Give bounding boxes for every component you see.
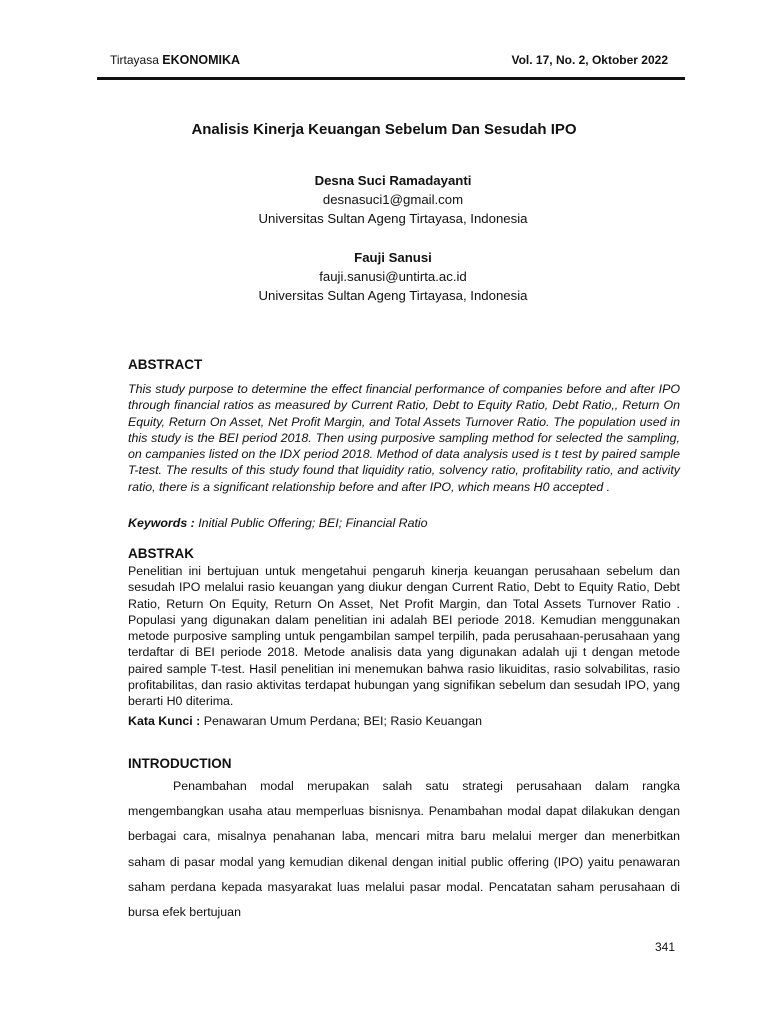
introduction-text [128,774,680,925]
author-affiliation: Universitas Sultan Ageng Tirtayasa, Indonesia [258,288,528,303]
abstract-heading: ABSTRACT [128,357,203,372]
keywords-label: Keywords : [128,516,195,530]
abstract-keywords [128,516,428,530]
introduction-paragraph: Penambahan modal merupakan salah satu strategi perusahaan dalam rangka mengembangkan usaha atau memperluas bisnisnya. Penambahan modal dapat dilakukan dengan berbagai cara, misalnya penahanan laba, mencari mitra baru melalui merger dan menerbitkan saham di pasar modal yang kemudian dikenal dengan initial public offering (IPO) yaitu penawaran saham perdana kepada masyarakat luas melalui pasar modal. Pencatatan saham perusahaan di bursa efek bertujuan [128,779,680,920]
page-number: 341 [655,940,676,954]
journal-title: EKONOMIKA [162,53,241,67]
journal-prefix: Tirtayasa [110,53,159,67]
introduction-heading: INTRODUCTION [128,756,232,771]
author-block-1 [0,171,768,228]
author-name: Desna Suci Ramadayanti [314,173,472,188]
author-block-2 [0,248,768,305]
author-affiliation: Universitas Sultan Ageng Tirtayasa, Indonesia [258,211,528,226]
kata-kunci-value: Penawaran Umum Perdana; BEI; Rasio Keuangan [200,714,483,728]
journal-name [110,53,240,67]
author-name: Fauji Sanusi [354,250,432,265]
paper-title: Analisis Kinerja Keuangan Sebelum Dan Sesudah IPO [191,121,577,138]
abstrak-text: Penelitian ini bertujuan untuk mengetahui pengaruh kinerja keuangan perusahaan sebelum dan sesudah IPO melalui rasio keuangan yang diukur dengan Current Ratio, Debt to Equity Ratio, Debt Ratio, Return On Equity, Return On Asset, Net Profit Margin, dan Total Assets Turnover Ratio . Populasi yang digunakan dalam penelitian ini adalah BEI periode 2018. Kemudian menggunakan metode purposive sampling untuk pengambilan sampel terpilih, pada perusahaan-perusahaan yang terdaftar di BEI periode 2018. Metode analisis data yang digunakan adalah uji t dengan metode paired sample T-test. Hasil penelitian ini menemukan bahwa rasio likuiditas, rasio solvabilitas, rasio profitabilitas, dan rasio aktivitas terdapat hubungan yang signifikan sebelum dan sesudah IPO, yang berarti H0 diterima. [128,564,680,709]
author-email: fauji.sanusi@untirta.ac.id [319,269,467,284]
abstract-text: This study purpose to determine the effect financial performance of companies before and after IPO through financial ratios as measured by Current Ratio, Debt to Equity Ratio, Debt Ratio,, Return On Equity, Return On Asset, Net Profit Margin, and Total Assets Turnover Ratio. The population used in this study is the BEI period 2018. Then using purposive sampling method for selected the sampling, on campanies listed on the IDX period 2018. Method of data analysis used is t test by paired sample T-test. The results of this study found that liquidity ratio, solvency ratio, profitability ratio, and activity ratio, there is a significant relationship before and after IPO, which means H0 accepted . [128,382,680,494]
abstrak-keywords [128,714,482,728]
volume-info: Vol. 17, No. 2, Oktober 2022 [511,53,668,67]
kata-kunci-label: Kata Kunci : [128,714,201,728]
keywords-value: Initial Public Offering; BEI; Financial Ratio [194,516,428,530]
author-email: desnasuci1@gmail.com [322,192,464,207]
abstrak-heading: ABSTRAK [128,546,194,561]
header-rule [97,77,685,80]
